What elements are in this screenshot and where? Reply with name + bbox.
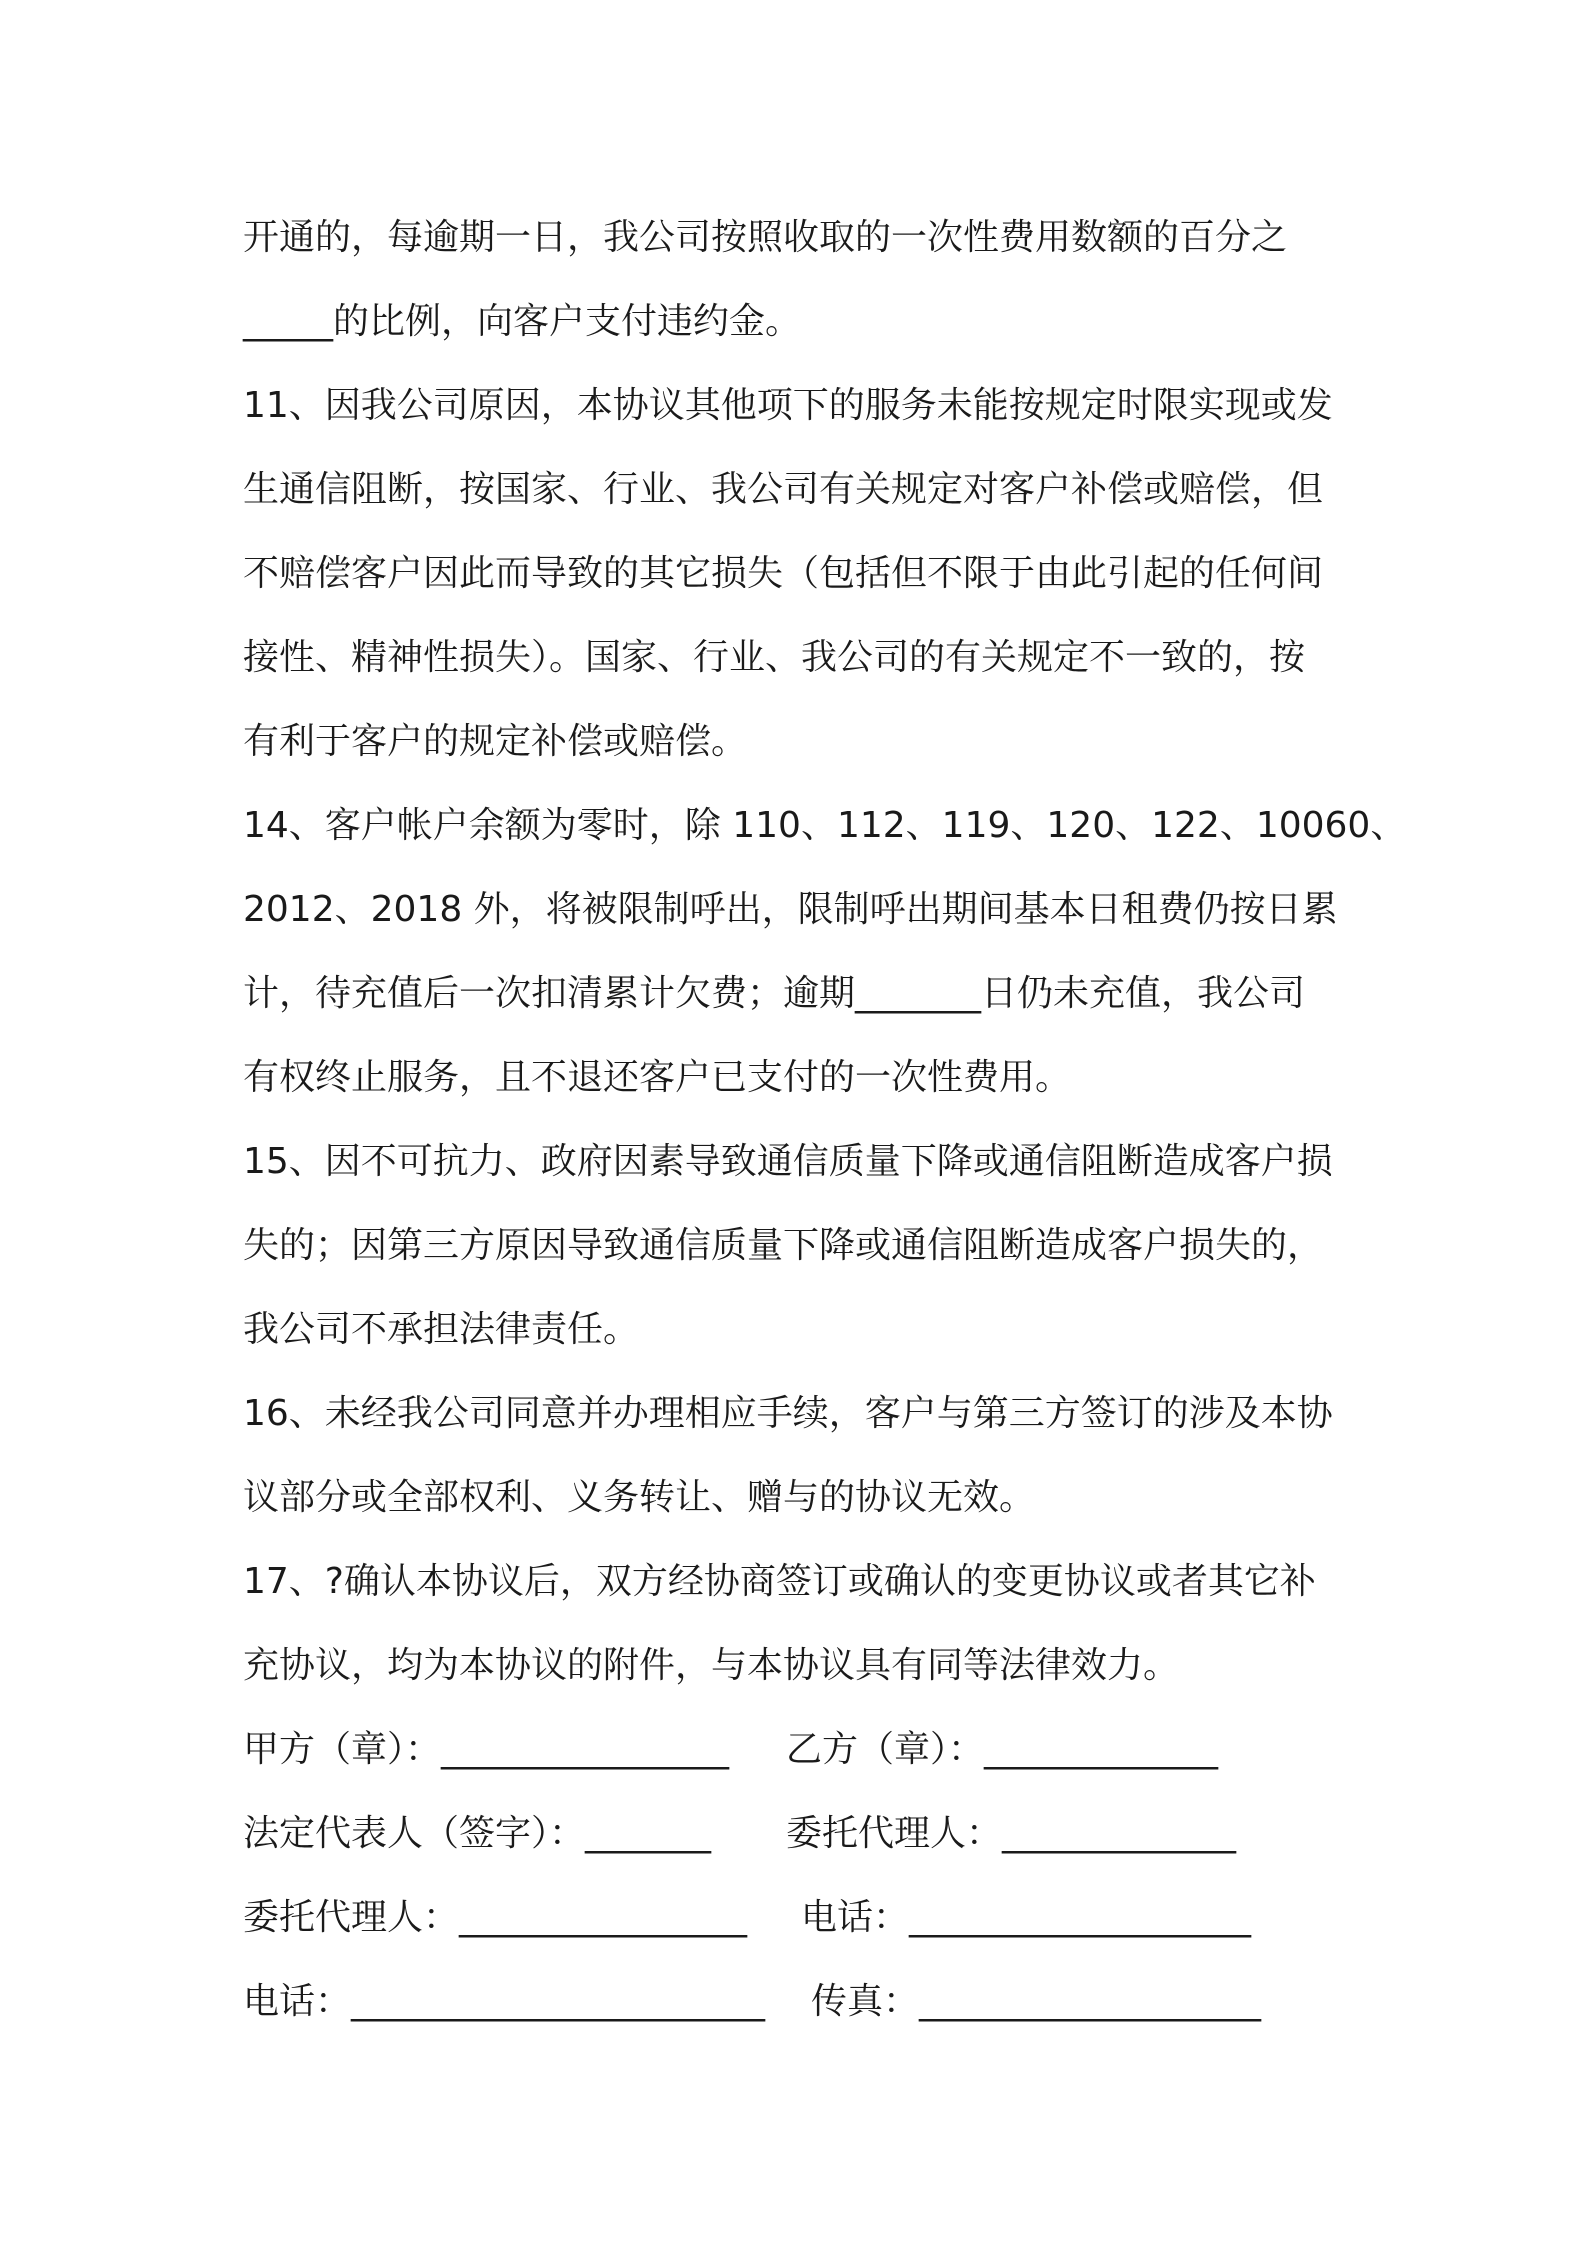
paragraph-clause-14: [243, 784, 1407, 1120]
agent-field-b: 委托代理人：_____________: [786, 1813, 1237, 1854]
paragraph-penalty-continued: [243, 196, 1363, 364]
text-line: _____的比例，向客户支付违约金。: [243, 301, 802, 342]
text-line: 不赔偿客户因此而导致的其它损失（包括但不限于由此引起的任何间: [243, 553, 1324, 594]
signature-row: [243, 1708, 1363, 1792]
text-line: 充协议，均为本协议的附件，与本协议具有同等法律效力。: [243, 1645, 1180, 1686]
text-line: 我公司不承担法律责任。: [243, 1309, 640, 1350]
text-line: 失的；因第三方原因导致通信质量下降或通信阻断造成客户损失的，: [243, 1225, 1324, 1266]
party-a-seal-field: 甲方（章）：________________: [243, 1729, 730, 1770]
text-line: 14、客户帐户余额为零时，除 110、112、119、120、122、10060、: [243, 805, 1407, 846]
text-line: 17、?确认本协议后，双方经协商签订或确认的变更协议或者其它补: [243, 1561, 1316, 1602]
signature-row: [243, 1792, 1363, 1876]
paragraph-clause-16: [243, 1372, 1363, 1540]
text-line: 开通的，每逾期一日，我公司按照收取的一次性费用数额的百分之: [243, 217, 1288, 258]
text-line: 16、未经我公司同意并办理相应手续，客户与第三方签订的涉及本协: [243, 1393, 1333, 1434]
signature-block: [243, 1708, 1363, 2044]
text-line: 15、因不可抗力、政府因素导致通信质量下降或通信阻断造成客户损: [243, 1141, 1333, 1182]
signature-row: [243, 1876, 1363, 1960]
text-line: 议部分或全部权利、义务转让、赠与的协议无效。: [243, 1477, 1036, 1518]
legal-representative-field: 法定代表人（签字）：_______: [243, 1813, 712, 1854]
phone-field-b: 电话：___________________: [801, 1897, 1252, 1938]
text-line: 计，待充值后一次扣清累计欠费；逾期_______日仍未充值，我公司: [243, 973, 1306, 1014]
text-line: 11、因我公司原因，本协议其他项下的服务未能按规定时限实现或发: [243, 385, 1333, 426]
text-line: 2012、2018 外，将被限制呼出，限制呼出期间基本日租费仍按日累: [243, 889, 1338, 930]
text-line: 生通信阻断，按国家、行业、我公司有关规定对客户补偿或赔偿，但: [243, 469, 1324, 510]
contract-page: [243, 196, 1407, 2044]
paragraph-clause-17: [243, 1540, 1363, 1708]
party-b-seal-field: 乙方（章）：_____________: [786, 1729, 1219, 1770]
paragraph-clause-15: [243, 1120, 1363, 1372]
text-line: 接性、精神性损失）。国家、行业、我公司的有关规定不一致的，按: [243, 637, 1306, 678]
agent-field-a: 委托代理人：________________: [243, 1897, 748, 1938]
text-line: 有利于客户的规定补偿或赔偿。: [243, 721, 748, 762]
paragraph-clause-11: [243, 364, 1363, 784]
signature-row: [243, 1960, 1363, 2044]
fax-field: 传真：___________________: [811, 1981, 1262, 2022]
text-line: 有权终止服务，且不退还客户已支付的一次性费用。: [243, 1057, 1072, 1098]
phone-field-a: 电话：_______________________: [243, 1981, 766, 2022]
